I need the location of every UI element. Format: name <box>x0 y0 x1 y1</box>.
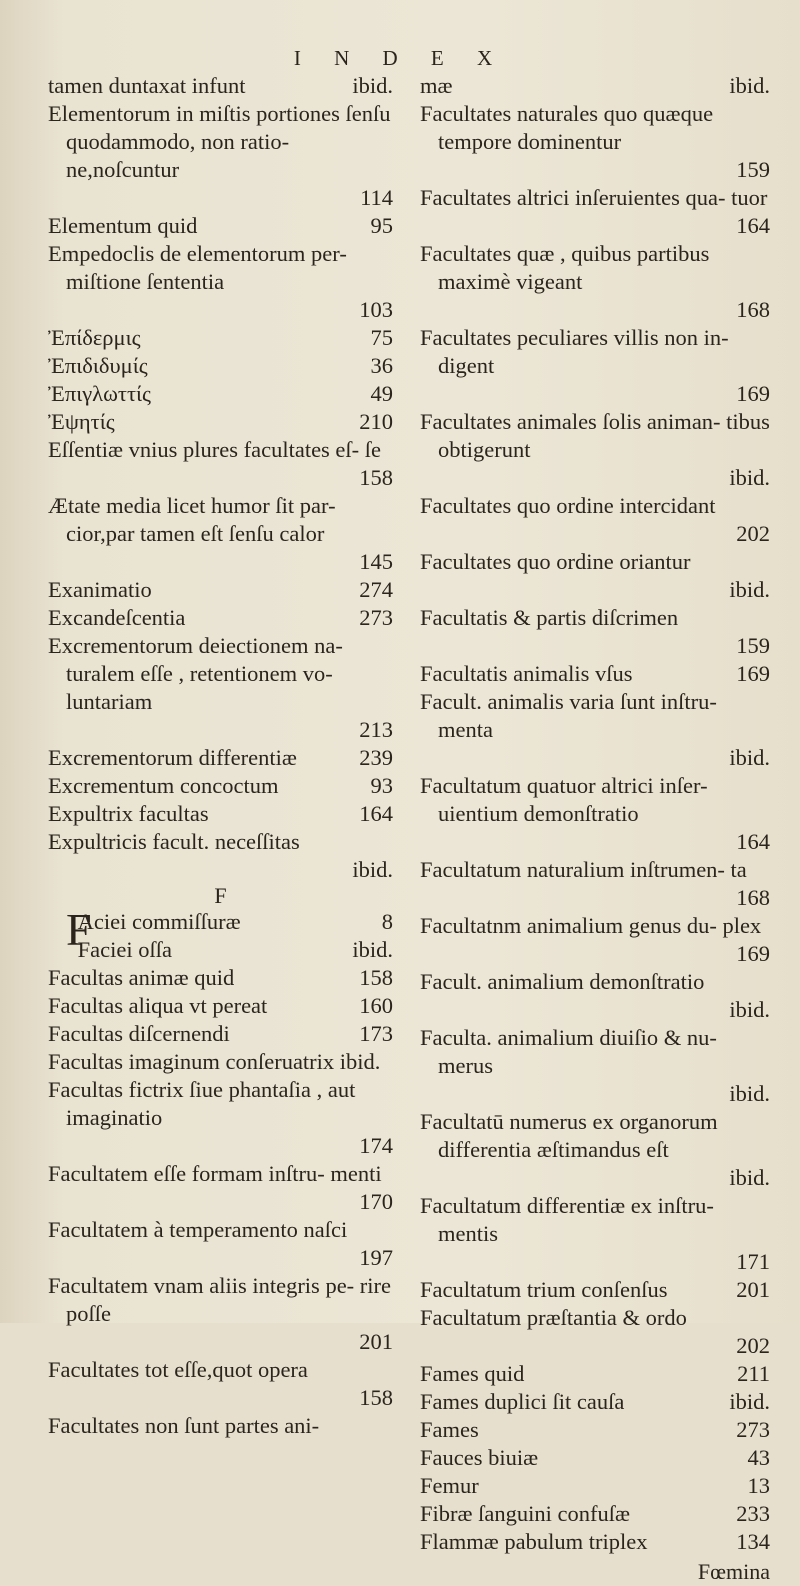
entry-page-ref: ibid. <box>729 73 770 98</box>
left-entries <box>48 72 393 884</box>
index-entry <box>420 184 770 240</box>
entry-term: Facultates altrici inſeruientes qua- tuor <box>420 185 768 210</box>
entry-term: Facultas aliqua vt pereat <box>48 993 268 1018</box>
index-entry <box>48 1076 393 1160</box>
entry-term: Facultatum differentiæ ex inſtru- mentis <box>420 1193 714 1246</box>
entry-page-ref: 173 <box>359 1021 393 1046</box>
left-column <box>48 72 393 1440</box>
entry-term: Fames duplici ſit cauſa <box>420 1389 625 1414</box>
entry-term: Femur <box>420 1473 479 1498</box>
index-entry <box>48 1020 393 1048</box>
entry-term: Facultatum naturalium inſtrumen- ta <box>420 857 747 882</box>
entry-term: Facultates animales ſolis animan- tibus obtigerunt <box>420 409 770 462</box>
entry-page-ref: 168 <box>736 885 770 910</box>
index-entry <box>420 688 770 772</box>
entry-term: Facultates quo ordine intercidant <box>420 493 716 518</box>
entry-page-ref: 169 <box>736 381 770 406</box>
index-entry <box>420 1472 770 1500</box>
entry-page-ref: ibid. <box>352 857 393 882</box>
entry-page-ref: ibid. <box>352 73 393 98</box>
entry-term: Expultricis facult. neceſſitas <box>48 829 300 854</box>
entry-page-ref: 13 <box>747 1473 770 1498</box>
entry-term: Aciei commiſſuræ <box>77 909 241 934</box>
entry-term: Facultatem vnam aliis integris pe- rire poſſe <box>48 1273 392 1326</box>
entry-page-ref: ibid. <box>729 1389 770 1414</box>
index-entry <box>48 604 393 632</box>
index-entry <box>48 1272 393 1356</box>
index-entry <box>420 1108 770 1192</box>
catchword: Fœmina <box>697 1559 770 1584</box>
entry-page-ref: 8 <box>381 909 393 934</box>
entry-term: Fauces biuiæ <box>420 1445 539 1470</box>
index-entry <box>420 1360 770 1388</box>
entry-term: Facult. animalium demonſtratio <box>420 969 705 994</box>
entry-term: Facultatem eſſe formam inſtru- menti <box>48 1161 382 1186</box>
index-entry <box>48 992 393 1020</box>
entry-term: Elementum quid <box>48 213 198 238</box>
entry-term: Exanimatio <box>48 577 152 602</box>
right-entries <box>420 72 770 1556</box>
index-entry <box>420 1276 770 1304</box>
entry-page-ref: ibid. <box>352 937 393 962</box>
entry-term: Ἐπιγλωττίς <box>48 381 151 406</box>
index-entry <box>420 1304 770 1360</box>
entry-page-ref: 159 <box>736 157 770 182</box>
entry-page-ref: 75 <box>370 325 393 350</box>
index-entry <box>420 772 770 856</box>
index-entry <box>420 968 770 1024</box>
entry-term: Facultates quæ , quibus partibus maximè vigeant <box>420 241 710 294</box>
entry-page-ref: 164 <box>359 801 393 826</box>
entry-term: Eſſentiæ vnius plures facultates eſ- ſe <box>48 437 382 462</box>
entry-term: Empedoclis de elementorum per- miſtione ſententia <box>48 241 347 294</box>
entry-term: Facultatis & partis diſcrimen <box>420 605 679 630</box>
index-entry <box>48 1216 393 1272</box>
entry-page-ref: 174 <box>359 1133 393 1158</box>
index-entry <box>48 72 393 100</box>
entry-page-ref: 211 <box>737 1361 770 1386</box>
entry-page-ref: 158 <box>359 465 393 490</box>
entry-page-ref: 210 <box>359 409 393 434</box>
entry-term: Flammæ pabulum triplex <box>420 1529 648 1554</box>
index-entry <box>48 380 393 408</box>
entry-term: Excrementorum deiectionem na- turalem eſſe , retentionem vo- luntariam <box>48 633 343 714</box>
entry-term: Elementorum in miſtis portiones ſenſu quodammodo, non ratio- ne,noſcuntur <box>48 101 391 182</box>
index-entry <box>420 240 770 324</box>
entry-page-ref: 170 <box>359 1189 393 1214</box>
entry-page-ref: 273 <box>736 1417 770 1442</box>
entry-page-ref: 114 <box>360 185 393 210</box>
index-entry <box>420 1416 770 1444</box>
right-column <box>420 72 770 1586</box>
entry-term: Fames <box>420 1417 479 1442</box>
index-entry <box>48 744 393 772</box>
entry-term: Fames quid <box>420 1361 525 1386</box>
index-entry <box>420 1388 770 1416</box>
entry-term: Expultrix facultas <box>48 801 209 826</box>
running-head: I N D E X <box>293 46 507 70</box>
entry-page-ref: 103 <box>359 297 393 322</box>
entry-page-ref: 158 <box>359 965 393 990</box>
entry-term: Facultatū numerus ex organorum differentia æſtimandus eſt <box>420 1109 718 1162</box>
entry-term: Ἐπιδιδυμίς <box>48 353 148 378</box>
entry-term: Facultates quo ordine oriantur <box>420 549 691 574</box>
entry-term: Facultas diſcernendi <box>48 1021 230 1046</box>
entry-term: Facultas imaginum conſeruatrix ibid. <box>48 1049 381 1074</box>
entry-term: Facultas fictrix ſiue phantaſia , aut imaginatio <box>48 1077 356 1130</box>
entry-page-ref: ibid. <box>729 745 770 770</box>
entry-term: Excrementum concoctum <box>48 773 279 798</box>
entry-term: Ætate media licet humor ſit par- cior,par tamen eſt ſenſu calor <box>48 493 336 546</box>
entry-page-ref: 202 <box>736 1333 770 1358</box>
index-entry <box>420 604 770 660</box>
f-entries <box>48 904 393 1440</box>
index-entry <box>48 352 393 380</box>
entry-term: Facultatum trium conſenſus <box>420 1277 668 1302</box>
entry-page-ref: ibid. <box>729 1081 770 1106</box>
entry-page-ref: 164 <box>736 829 770 854</box>
entry-page-ref: 49 <box>370 381 393 406</box>
entry-term: Ἐψητίς <box>48 409 115 434</box>
entry-page-ref: 201 <box>736 1277 770 1302</box>
entry-term: Fibræ ſanguini confuſæ <box>420 1501 630 1526</box>
entry-page-ref: 93 <box>370 773 393 798</box>
index-entry <box>48 492 393 576</box>
index-entry <box>48 1048 393 1076</box>
entry-page-ref: 197 <box>359 1245 393 1270</box>
entry-page-ref: 233 <box>736 1501 770 1526</box>
entry-term: Facultas animæ quid <box>48 965 235 990</box>
entry-term: Facultatum quatuor altrici inſer- uientium demonſtratio <box>420 773 708 826</box>
entry-page-ref: ibid. <box>729 465 770 490</box>
index-entry <box>420 100 770 184</box>
index-entry <box>48 1356 393 1412</box>
entry-page-ref: 213 <box>359 717 393 742</box>
entry-page-ref: ibid. <box>729 997 770 1022</box>
index-entry <box>48 1160 393 1216</box>
index-entry <box>48 408 393 436</box>
index-entry <box>420 660 770 688</box>
entry-page-ref: 145 <box>359 549 393 574</box>
entry-page-ref: 169 <box>736 661 770 686</box>
entry-term: Facultates peculiares villis non in- digent <box>420 325 729 378</box>
drop-initial: F <box>66 904 92 955</box>
entry-page-ref: 134 <box>736 1529 770 1554</box>
entry-page-ref: 95 <box>370 213 393 238</box>
index-entry <box>48 936 393 964</box>
index-entry <box>48 772 393 800</box>
index-entry <box>48 212 393 240</box>
entry-term: Faculta. animalium diuiſio & nu- merus <box>420 1025 717 1078</box>
section-letter: F <box>214 883 227 908</box>
index-entry <box>420 548 770 604</box>
index-entry <box>420 492 770 548</box>
index-entry <box>420 1192 770 1276</box>
index-entry <box>48 324 393 352</box>
entry-page-ref: 43 <box>747 1445 770 1470</box>
entry-term: Facultatum præſtantia & ordo <box>420 1305 687 1330</box>
index-entry <box>48 828 393 884</box>
entry-term: Ἐπίδερμις <box>48 325 141 350</box>
entry-page-ref: ibid. <box>729 1165 770 1190</box>
entry-page-ref: 36 <box>370 353 393 378</box>
index-entry <box>48 576 393 604</box>
index-entry <box>48 436 393 492</box>
index-entry <box>420 1024 770 1108</box>
entry-page-ref: 171 <box>736 1249 770 1274</box>
entry-page-ref: 202 <box>736 521 770 546</box>
entry-page-ref: 159 <box>736 633 770 658</box>
index-entry <box>420 856 770 912</box>
index-entry <box>420 324 770 408</box>
entry-term: Facultatis animalis vſus <box>420 661 633 686</box>
index-entry <box>48 632 393 744</box>
entry-term: Facultates naturales quo quæque tempore dominentur <box>420 101 714 154</box>
entry-term: Facultatnm animalium genus du- plex <box>420 913 762 938</box>
index-entry <box>48 240 393 324</box>
entry-term: tamen duntaxat infunt <box>48 73 246 98</box>
entry-page-ref: 168 <box>736 297 770 322</box>
entry-term: Facultates tot eſſe,quot opera <box>48 1357 308 1382</box>
entry-page-ref: 160 <box>359 993 393 1018</box>
entry-page-ref: 169 <box>736 941 770 966</box>
entry-page-ref: 273 <box>359 605 393 630</box>
entry-term: Excandeſcentia <box>48 605 186 630</box>
entry-page-ref: 201 <box>359 1329 393 1354</box>
index-entry <box>48 964 393 992</box>
entry-term: Excrementorum differentiæ <box>48 745 297 770</box>
entry-page-ref: ibid. <box>729 577 770 602</box>
entry-term: Facultates non ſunt partes ani- <box>48 1413 320 1438</box>
index-entry <box>48 100 393 212</box>
entry-term: Faciei oſſa <box>77 937 172 962</box>
index-entry <box>48 1412 393 1440</box>
entry-page-ref: 239 <box>359 745 393 770</box>
entry-page-ref: 158 <box>359 1385 393 1410</box>
index-entry <box>420 408 770 492</box>
index-entry <box>420 912 770 968</box>
index-entry <box>420 1500 770 1528</box>
entry-term: Facultatem à temperamento naſci <box>48 1217 348 1242</box>
index-entry <box>420 72 770 100</box>
entry-term: mæ <box>420 73 453 98</box>
index-entry <box>420 1528 770 1556</box>
index-entry <box>420 1444 770 1472</box>
entry-term: Facult. animalis varia ſunt inſtru- menta <box>420 689 717 742</box>
index-entry <box>48 800 393 828</box>
entry-page-ref: 274 <box>359 577 393 602</box>
entry-page-ref: 164 <box>736 213 770 238</box>
